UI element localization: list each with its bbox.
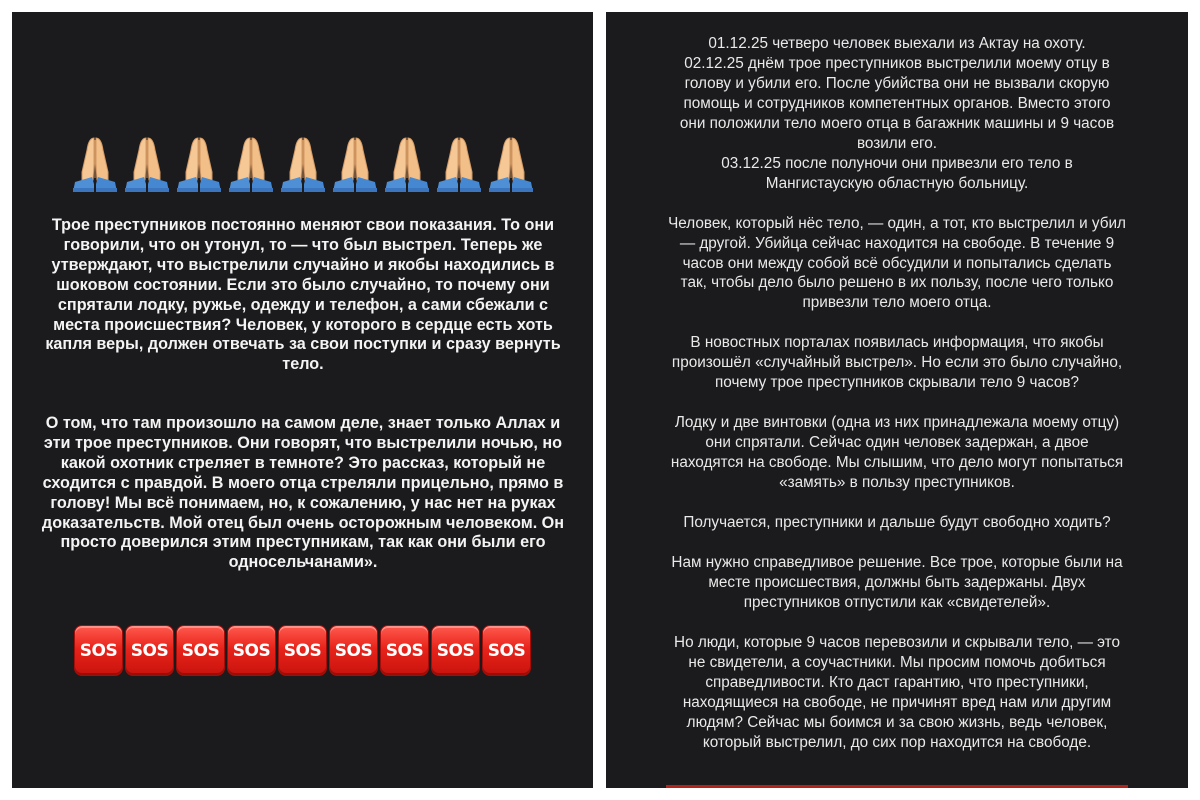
text-line: Лодку и две винтовки (одна из них принадлежала моему отцу) [674, 414, 1120, 432]
story-paragraph [632, 333, 1162, 393]
story-paragraph [632, 413, 1162, 493]
sos-icon: SOS [380, 625, 429, 676]
story-paragraph-2: О том, что там произошло на самом деле, знает только Аллах и эти трое преступников. Они говорят, что выстрелили ночью, но какой охотник стреляет в темноте? Это рассказ, который не сходится с правдой. В моего отца стреляли прицельно, прямо в голову! Мы всё понимаем, но, к сожалению, у нас нет на руках доказательств. Мой отец был очень осторожным человеком. Он просто доверился этим преступникам, так как они были его односельчанами». [41, 414, 565, 572]
text-line: возили его. [856, 134, 938, 152]
story-paragraph [632, 34, 1162, 194]
folded-hands-icon [226, 134, 276, 196]
text-line: Получается, преступники и дальше будут свободно ходить? [683, 514, 1111, 532]
text-line: месте происшествия, должны быть задержаны. Двух [708, 573, 1086, 591]
story-panel-left [12, 12, 593, 788]
text-line: людям? Сейчас мы боимся и за свою жизнь, ведь человек, [686, 713, 1108, 731]
folded-hands-icon [382, 134, 432, 196]
text-line: они спрятали. Сейчас один человек задержан, а двое [705, 434, 1089, 452]
story-panel-right [606, 12, 1188, 788]
text-line: они положили тело моего отца в багажник машины и 9 часов [679, 114, 1115, 132]
text-line: В новостных порталах появилась информация, что якобы [690, 334, 1104, 352]
text-line: находящиеся на свободе, не причинят вред нам или другим [682, 693, 1112, 711]
sos-icon: SOS [482, 625, 531, 676]
text-line: находятся на свободе. Мы слышим, что дело могут попытаться [670, 454, 1124, 472]
sos-icon: SOS [125, 625, 174, 676]
text-line: 03.12.25 после полуночи они привезли его тело в [721, 154, 1073, 172]
sos-badge-row [12, 625, 593, 676]
text-line: — другой. Убийца сейчас находится на свободе. В течение 9 [679, 234, 1115, 252]
sos-icon: SOS [74, 625, 123, 676]
sos-icon: SOS [227, 625, 276, 676]
story-paragraph [632, 513, 1162, 533]
text-line: голову и убили его. После убийства они не вызвали скорую [684, 74, 1110, 92]
folded-hands-icon [486, 134, 536, 196]
text-line: Но люди, которые 9 часов перевозили и скрывали тело, — это [674, 633, 1120, 651]
text-line: справедливости. Кто даст гарантию, что преступники, [705, 673, 1089, 691]
text-line: Мангистаускую областную больницу. [765, 174, 1029, 192]
folded-hands-icon [70, 134, 120, 196]
story-text-block [632, 34, 1162, 773]
sos-icon: SOS [278, 625, 327, 676]
text-line: 01.12.25 четверо человек выехали из Актау на охоту. [708, 35, 1086, 52]
text-line: часов они между собой всё обсудили и попытались сделать [682, 254, 1112, 272]
text-line: преступников отпустили как «свидетелей». [743, 593, 1051, 611]
folded-hands-icon [330, 134, 380, 196]
story-paragraph [632, 553, 1162, 613]
story-paragraph [632, 633, 1162, 753]
text-line: привезли тело моего отца. [802, 294, 992, 312]
text-line: не свидетели, а соучастники. Мы просим помочь добиться [688, 653, 1106, 671]
text-line: Человек, который нёс тело, — один, а тот, кто выстрелил и убил [668, 214, 1126, 232]
folded-hands-row [12, 134, 593, 196]
text-line: произошёл «случайный выстрел». Но если это было случайно, [671, 354, 1123, 372]
sos-icon: SOS [176, 625, 225, 676]
folded-hands-icon [122, 134, 172, 196]
bottom-red-strip [666, 785, 1128, 788]
folded-hands-icon [434, 134, 484, 196]
text-line: так, чтобы дело было решено в их пользу, после чего только [680, 274, 1114, 292]
text-line: почему трое преступников скрывали тело 9 часов? [714, 374, 1079, 392]
folded-hands-icon [174, 134, 224, 196]
story-paragraph-1: Трое преступников постоянно меняют свои показания. То они говорили, что он утонул, то — что был выстрел. Теперь же утверждают, что выстрелили случайно и якобы находились в шоковом состоянии. Если это было случайно, то почему они спрятали лодку, ружье, одежду и телефон, а сами сбежали с места происшествия? Человек, у которого в сердце есть хоть капля веры, должен отвечать за свои поступки и сразу вернуть тело. [45, 216, 561, 374]
folded-hands-icon [278, 134, 328, 196]
text-line: 02.12.25 днём трое преступников выстрелили моему отцу в [684, 54, 1110, 72]
text-line: «замять» в пользу преступников. [779, 474, 1015, 492]
text-line: Нам нужно справедливое решение. Все трое, которые были на [671, 554, 1123, 572]
sos-icon: SOS [329, 625, 378, 676]
text-line: который выстрелил, до сих пор находится на свободе. [702, 733, 1092, 751]
text-line: помощь и сотрудников компетентных органов. Вместо этого [683, 94, 1111, 112]
story-paragraph [632, 214, 1162, 314]
sos-icon: SOS [431, 625, 480, 676]
